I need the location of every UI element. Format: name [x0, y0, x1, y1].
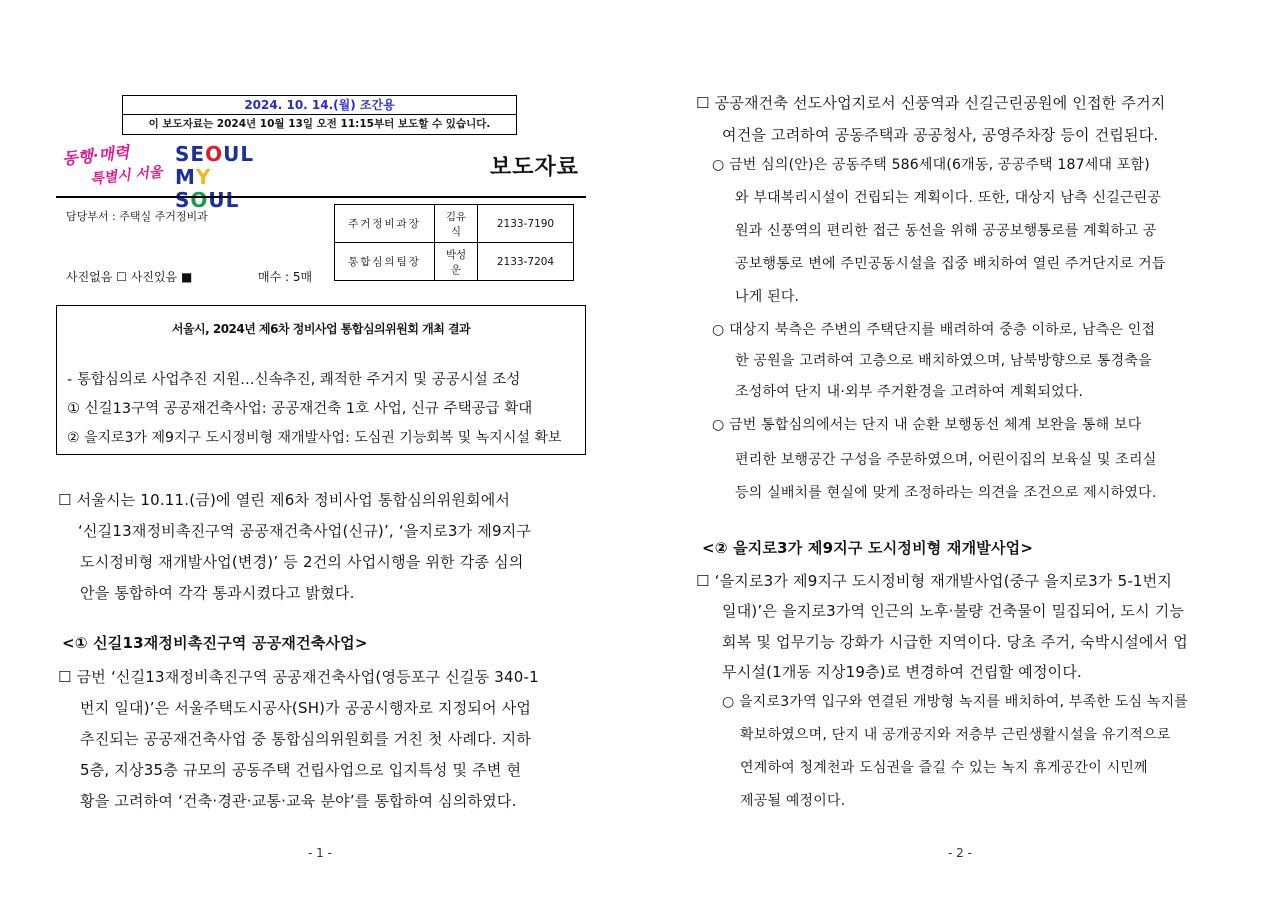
bullet-line: 나게 된다.: [735, 289, 800, 305]
body-line: 여건을 고려하여 공동주택과 공공청사, 공영주차장 등이 건립된다.: [722, 126, 1159, 144]
sheet-count: 매수 : 5매: [258, 270, 313, 284]
bullet-line: ○ 금번 통합심의에서는 단지 내 순환 보행동선 체계 보완을 통해 보다: [712, 417, 1142, 433]
bullet-line: 제공될 예정이다.: [740, 793, 846, 809]
subhead: ② 을지로3가 제9지구 도시정비형 재개발사업: 도심권 기능회복 및 녹지시설 확보: [67, 430, 562, 446]
body-line: ‘신길13재정비촉진구역 공공재건축사업(신규)’, ‘을지로3가 제9지구: [78, 522, 532, 540]
headline-box: [56, 305, 586, 455]
section-title: <② 을지로3가 제9지구 도시정비형 재개발사업>: [702, 539, 1034, 557]
header-divider: [56, 196, 586, 198]
embargo-note: 이 보도자료는 2024년 10월 13일 오전 11:15부터 보도할 수 있습니다.: [148, 118, 491, 130]
bullet-line: ○ 금번 심의(안)은 공동주택 586세대(6개동, 공공주택 187세대 포함): [712, 157, 1150, 173]
bullet-line: 등의 실배치를 현실에 맞게 조정하라는 의견을 조건으로 제시하였다.: [735, 485, 1157, 501]
seoul-logo: [61, 142, 262, 212]
logo-slogan-line1: 동행·매력: [61, 142, 131, 169]
bullet-line: 확보하였으며, 단지 내 공개공지와 저층부 근린생활시설을 유기적으로: [740, 727, 1171, 743]
bullet-line: 편리한 보행공간 구성을 주문하였으며, 어린이집의 보육실 및 조리실: [735, 452, 1157, 468]
bullet-line: 와 부대복리시설이 건립되는 계획이다. 또한, 대상지 남측 신길근린공: [735, 190, 1162, 206]
contact-row: [335, 243, 574, 281]
bullet-line: 원과 신풍역의 편리한 접근 동선을 위해 공공보행통로를 계획하고 공: [735, 223, 1157, 239]
bullet-line: ○ 대상지 북측은 주변의 주택단지를 배려하여 중층 이하로, 남측은 인접: [712, 322, 1156, 338]
bullet-line: ○ 을지로3가역 입구와 연결된 개방형 녹지를 배치하여, 부족한 도심 녹지를: [722, 694, 1189, 710]
contacts-table: [334, 204, 574, 281]
contact-role: 주거정비과장: [335, 205, 435, 243]
embargo-date: 2024. 10. 14.(월) 조간용: [123, 96, 516, 115]
contact-name: 김유식: [435, 205, 478, 243]
contact-row: [335, 205, 574, 243]
photo-status: 사진없음 ☐ 사진있음 ■: [66, 270, 193, 284]
body-line: 일대)’은 을지로3가역 인근의 노후·불량 건축물이 밀집되어, 도시 기능: [722, 602, 1185, 620]
body-line: 황을 고려하여 ‘건축·경관·교통·교육 분야’를 통합하여 심의하였다.: [80, 792, 517, 810]
contact-tel: 2133-7190: [478, 205, 574, 243]
body-line: 번지 일대)’은 서울주택도시공사(SH)가 공공시행자로 지정되어 사업: [80, 699, 532, 717]
department: 담당부서 : 주택실 주거정비과: [66, 210, 208, 223]
logo-mysoul-text: MY SOUL: [175, 165, 240, 212]
body-line: 추진되는 공공재건축사업 중 통합심의위원회를 거친 첫 사례다. 지하: [80, 730, 532, 748]
seoul-my-soul-logo: [175, 143, 255, 212]
body-line: ☐ 공공재건축 선도사업지로서 신풍역과 신길근린공원에 인접한 주거지: [696, 94, 1166, 112]
section-title: <① 신길13재정비촉진구역 공공재건축사업>: [62, 634, 368, 652]
body-line: ☐ ‘을지로3가 제9지구 도시정비형 재개발사업(중구 을지로3가 5-1번지: [696, 572, 1173, 590]
contact-role: 통합심의팀장: [335, 243, 435, 281]
bullet-line: 한 공원을 고려하여 고층으로 배치하였으며, 남북방향으로 통경축을: [735, 353, 1152, 369]
page-2: [640, 0, 1280, 905]
bullet-line: 조성하여 단지 내·외부 주거환경을 고려하여 계획되었다.: [735, 384, 1084, 400]
subhead: - 통합심의로 사업추진 지원…신속추진, 쾌적한 주거지 및 공공시설 조성: [67, 372, 521, 388]
contact-name: 박성운: [435, 243, 478, 281]
embargo-box: [122, 95, 517, 135]
body-line: 도시정비형 재개발사업(변경)’ 등 2건의 사업시행을 위한 각종 심의: [80, 553, 524, 571]
press-release-label: 보도자료: [490, 155, 580, 180]
bullet-line: 연계하여 청계천과 도심권을 즐길 수 있는 녹지 휴게공간이 시민께: [740, 760, 1148, 776]
page-number: - 1 -: [308, 846, 332, 860]
logo-slogan-line2: 특별시 서울: [89, 164, 164, 188]
logo-seoul-text: SEOUL: [175, 142, 255, 166]
bullet-line: 공보행통로 변에 주민공동시설을 집중 배치하여 열린 주거단지로 거듭: [735, 256, 1166, 272]
body-line: 5층, 지상35층 규모의 공동주택 건립사업으로 입지특성 및 주변 현: [80, 761, 522, 779]
contact-tel: 2133-7204: [478, 243, 574, 281]
page-number: - 2 -: [948, 846, 972, 860]
body-line: ☐ 서울시는 10.11.(금)에 열린 제6차 정비사업 통합심의위원회에서: [58, 491, 511, 509]
body-line: 안을 통합하여 각각 통과시켰다고 밝혔다.: [80, 584, 355, 602]
subhead: ① 신길13구역 공공재건축사업: 공공재건축 1호 사업, 신규 주택공급 확대: [67, 401, 533, 417]
body-line: 무시설(1개동 지상19층)로 변경하여 건립할 예정이다.: [722, 663, 1082, 681]
body-line: 회복 및 업무기능 강화가 시급한 지역이다. 당초 주거, 숙박시설에서 업: [722, 633, 1188, 651]
body-line: ☐ 금번 ‘신길13재정비촉진구역 공공재건축사업(영등포구 신길동 340-1: [58, 668, 539, 686]
headline: 서울시, 2024년 제6차 정비사업 통합심의위원회 개최 결과: [171, 322, 471, 336]
